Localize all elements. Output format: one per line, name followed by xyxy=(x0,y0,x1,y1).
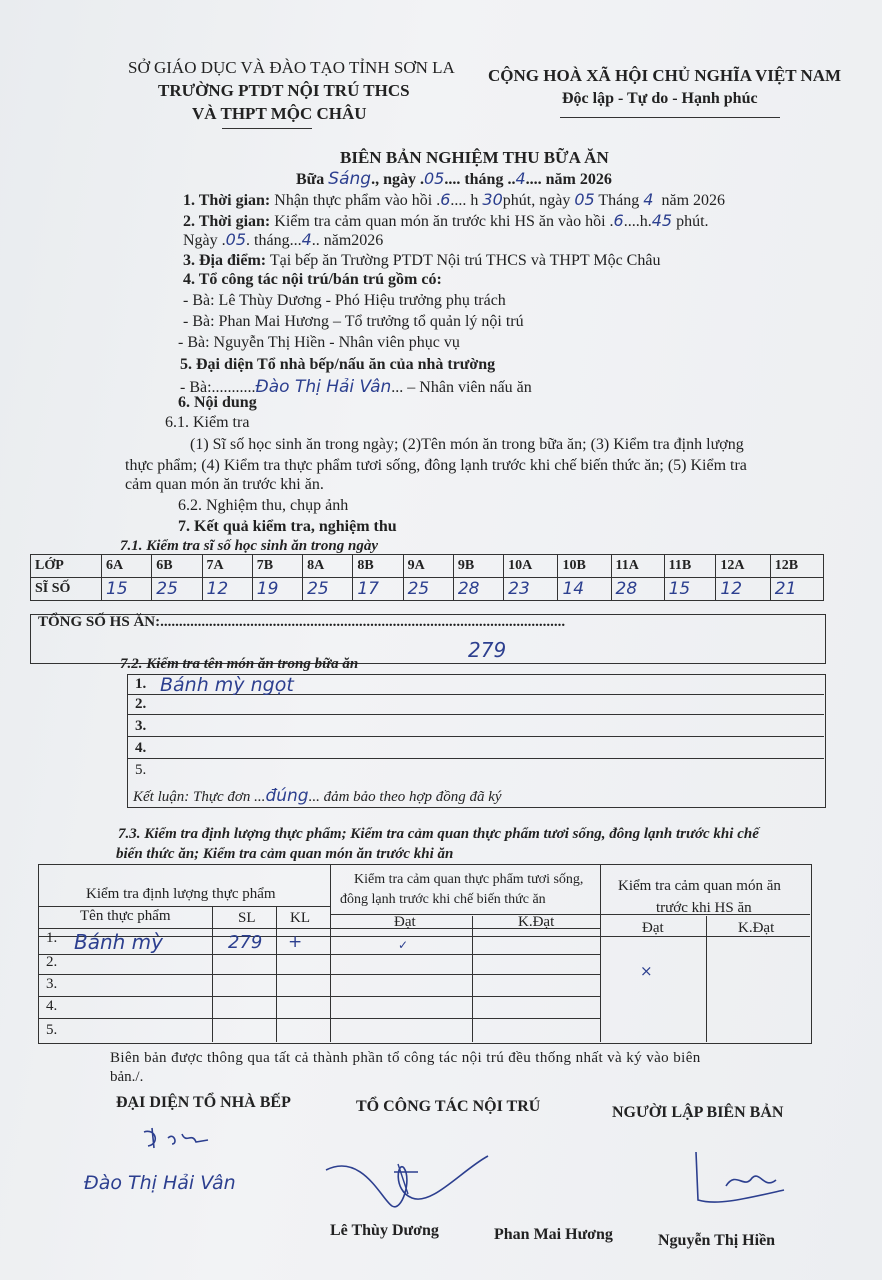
item-inspect-time: 2. Thời gian: Kiểm tra cảm quan món ăn trước khi HS ăn vào hồi .6....h.45 phút. xyxy=(183,211,709,230)
count-cell: 14 xyxy=(558,578,611,601)
s73-heading-line2: biến thức ăn; Kiểm tra cảm quan món ăn trước khi ăn xyxy=(116,846,454,862)
class-cell: 10A xyxy=(504,555,558,578)
sig-name-1: Lê Thùy Dương xyxy=(330,1222,439,1239)
count-cell: 12 xyxy=(202,578,252,601)
kitchen-representative: - Bà:...........Đào Thị Hải Vân... – Nhân viên nấu ăn xyxy=(180,377,532,397)
s71-heading: 7.1. Kiểm tra sĩ số học sinh ăn trong ngày xyxy=(120,538,378,554)
col-group-sensory-line1: Kiểm tra cảm quan món ăn xyxy=(618,878,781,894)
closing-line2: bản./. xyxy=(110,1069,144,1085)
s72-heading: 7.2. Kiểm tra tên món ăn trong bữa ăn xyxy=(120,656,359,672)
team-leader-signature xyxy=(322,1150,492,1220)
kitchen-signature xyxy=(138,1122,228,1156)
author-signature xyxy=(688,1146,798,1216)
header-country: CỘNG HOÀ XÃ HỘI CHỦ NGHĨA VIỆT NAM xyxy=(488,66,842,85)
row-line xyxy=(38,954,600,955)
content-photo-heading: 6.2. Nghiệm thu, chụp ảnh xyxy=(178,497,349,514)
class-cell: 6A xyxy=(102,555,152,578)
day-handwritten: 05 xyxy=(423,169,445,188)
dish-line xyxy=(127,758,824,759)
class-row xyxy=(31,555,824,578)
col-group-sensory-line2: trước khi HS ăn xyxy=(656,900,752,916)
document-title: BIÊN BẢN NGHIỆM THU BỮA ĂN xyxy=(340,148,609,167)
content-para-line3: cảm quan món ăn trước khi ăn. xyxy=(125,476,324,493)
col-group-fresh-line2: đông lạnh trước khi chế biến thức ăn xyxy=(340,892,546,907)
col-sensory-pass: Đạt xyxy=(642,920,664,936)
s73-heading-line1: 7.3. Kiểm tra định lượng thực phẩm; Kiểm tra cảm quan thực phẩm tươi sống, đông lạnh trước khi chế xyxy=(118,826,759,842)
content-para-line1: (1) Sĩ số học sinh ăn trong ngày; (2)Tên món ăn trong bữa ăn; (3) Kiểm tra định lượng xyxy=(190,436,744,453)
row-line xyxy=(38,996,600,997)
col-sensory-fail: K.Đạt xyxy=(738,920,775,936)
content-para-line2: thực phẩm; (4) Kiểm tra thực phẩm tươi sống, đông lạnh trước khi chế biến thức ăn; (5) Kiểm tra xyxy=(125,457,747,474)
class-cell: 12B xyxy=(770,555,823,578)
col-fresh-pass: Đạt xyxy=(394,914,416,930)
class-cell: 7B xyxy=(252,555,302,578)
item-inspect-date: Ngày .05. tháng...4.. năm2026 xyxy=(183,230,384,249)
class-cell: 8B xyxy=(353,555,403,578)
team-member-3: - Bà: Nguyễn Thị Hiền - Nhân viên phục vụ xyxy=(178,334,460,351)
dish-line xyxy=(127,736,824,737)
count-cell: 12 xyxy=(716,578,770,601)
team-member-2: - Bà: Phan Mai Hương – Tổ trưởng tổ quản lý nội trú xyxy=(183,313,524,330)
header-right-underline xyxy=(560,117,780,118)
item-kitchen-heading: 5. Đại diện Tổ nhà bếp/nấu ăn của nhà trường xyxy=(180,356,496,373)
col-line xyxy=(600,864,601,1042)
team-member-1: - Bà: Lê Thùy Dương - Phó Hiệu trưởng phụ trách xyxy=(183,292,506,309)
dish-name: Bánh mỳ ngọt xyxy=(160,674,294,696)
count-cell: 28 xyxy=(453,578,503,601)
class-cell: 10B xyxy=(558,555,611,578)
col-fresh-fail: K.Đạt xyxy=(518,914,555,930)
class-cell: 9B xyxy=(453,555,503,578)
col-line xyxy=(472,916,473,1042)
col-food-name: Tên thực phẩm xyxy=(80,908,171,924)
dish-line xyxy=(127,714,824,715)
sig-name-3: Nguyễn Thị Hiền xyxy=(658,1232,776,1249)
count-cell: 28 xyxy=(611,578,664,601)
dish-row-2: 2. xyxy=(135,696,147,712)
food-row-1: 1. xyxy=(46,930,58,946)
month-handwritten: 4 xyxy=(515,169,526,188)
food-row-3: 3. xyxy=(46,976,58,992)
count-cell: 21 xyxy=(770,578,823,601)
sig-name-2: Phan Mai Hương xyxy=(494,1226,613,1243)
count-cell: 23 xyxy=(504,578,558,601)
class-cell: 9A xyxy=(403,555,453,578)
sig-team-title: TỔ CÔNG TÁC NỘI TRÚ xyxy=(356,1098,541,1115)
class-cell: 7A xyxy=(202,555,252,578)
header-motto: Độc lập - Tự do - Hạnh phúc xyxy=(562,90,758,107)
sensory-pass-check: × xyxy=(640,962,653,980)
attendance-table xyxy=(30,554,824,601)
class-cell: 11B xyxy=(664,555,716,578)
item-content-heading: 6. Nội dung xyxy=(178,394,257,411)
dish-row-1: 1. xyxy=(135,676,147,692)
count-cell: 25 xyxy=(152,578,202,601)
col-group-fresh-line1: Kiểm tra cảm quan thực phẩm tươi sống, xyxy=(354,872,584,887)
count-cell: 25 xyxy=(303,578,353,601)
col-sl: SL xyxy=(238,910,256,926)
class-cell: 8A xyxy=(303,555,353,578)
count-row xyxy=(31,578,824,601)
dish-row-4: 4. xyxy=(135,740,147,756)
count-cell: 25 xyxy=(403,578,453,601)
row-line xyxy=(38,1018,600,1019)
conclusion-handwritten: đúng xyxy=(265,786,309,806)
food-sl-handwritten: 279 xyxy=(228,932,263,953)
count-cell: 19 xyxy=(252,578,302,601)
header-school-line1: TRƯỜNG PTDT NỘI TRÚ THCS xyxy=(158,81,410,100)
kitchen-name-handwritten: Đào Thị Hải Vân xyxy=(255,377,392,397)
col-group-quantity: Kiểm tra định lượng thực phẩm xyxy=(86,886,276,902)
food-name-handwritten: Bánh mỳ xyxy=(74,930,164,954)
class-cell: 12A xyxy=(716,555,770,578)
col-line xyxy=(706,916,707,1042)
food-row-4: 4. xyxy=(46,998,58,1014)
count-cell: 15 xyxy=(102,578,152,601)
count-cell: 15 xyxy=(664,578,716,601)
kitchen-name-signature: Đào Thị Hải Vân xyxy=(84,1172,236,1194)
header-left-underline xyxy=(222,128,312,129)
meal-handwritten: Sáng xyxy=(328,169,372,189)
sig-kitchen-title: ĐẠI DIỆN TỔ NHÀ BẾP xyxy=(116,1094,291,1111)
row-line xyxy=(38,974,600,975)
header-school-line2: VÀ THPT MỘC CHÂU xyxy=(192,104,367,123)
class-row-label: LỚP xyxy=(31,555,102,578)
item-team-heading: 4. Tổ công tác nội trú/bán trú gồm có: xyxy=(183,271,442,288)
count-row-label: SĨ SỐ xyxy=(31,578,102,601)
food-kl-handwritten: + xyxy=(288,932,303,952)
food-row-2: 2. xyxy=(46,954,58,970)
class-cell: 6B xyxy=(152,555,202,578)
closing-line1: Biên bản được thông qua tất cả thành phần tổ công tác nội trú đều thống nhất và ký vào biên xyxy=(110,1050,701,1066)
item-location: 3. Địa điểm: Tại bếp ăn Trường PTDT Nội trú THCS và THPT Mộc Châu xyxy=(183,252,661,269)
count-cell: 17 xyxy=(353,578,403,601)
total-value: 279 xyxy=(468,638,507,662)
class-cell: 11A xyxy=(611,555,664,578)
result-heading: 7. Kết quả kiểm tra, nghiệm thu xyxy=(178,518,397,535)
dish-row-3: 3. xyxy=(135,718,147,734)
sig-author-title: NGƯỜI LẬP BIÊN BẢN xyxy=(612,1104,784,1121)
item-receive-time: 1. Thời gian: Nhận thực phẩm vào hồi .6.... h 30phút, ngày 05 Tháng 4 năm 2026 xyxy=(183,190,726,209)
fresh-pass-check: ✓ xyxy=(398,938,409,952)
row-line xyxy=(38,906,330,907)
col-line xyxy=(330,864,331,1042)
document-subtitle: Bữa Sáng., ngày .05.... tháng ..4.... năm 2026 xyxy=(296,169,612,189)
dish-row-5: 5. xyxy=(135,762,147,778)
dish-conclusion: Kết luận: Thực đơn ...đúng... đảm bảo theo hợp đồng đã ký xyxy=(133,786,502,806)
row-line xyxy=(38,928,600,929)
total-label: TỔNG SỐ HS ĂN:............................................................................................................ xyxy=(38,614,566,630)
food-row-5: 5. xyxy=(46,1022,58,1038)
content-check-heading: 6.1. Kiểm tra xyxy=(165,414,250,431)
header-department: SỞ GIÁO DỤC VÀ ĐÀO TẠO TỈNH SƠN LA xyxy=(128,58,455,77)
col-kl: KL xyxy=(290,910,310,926)
